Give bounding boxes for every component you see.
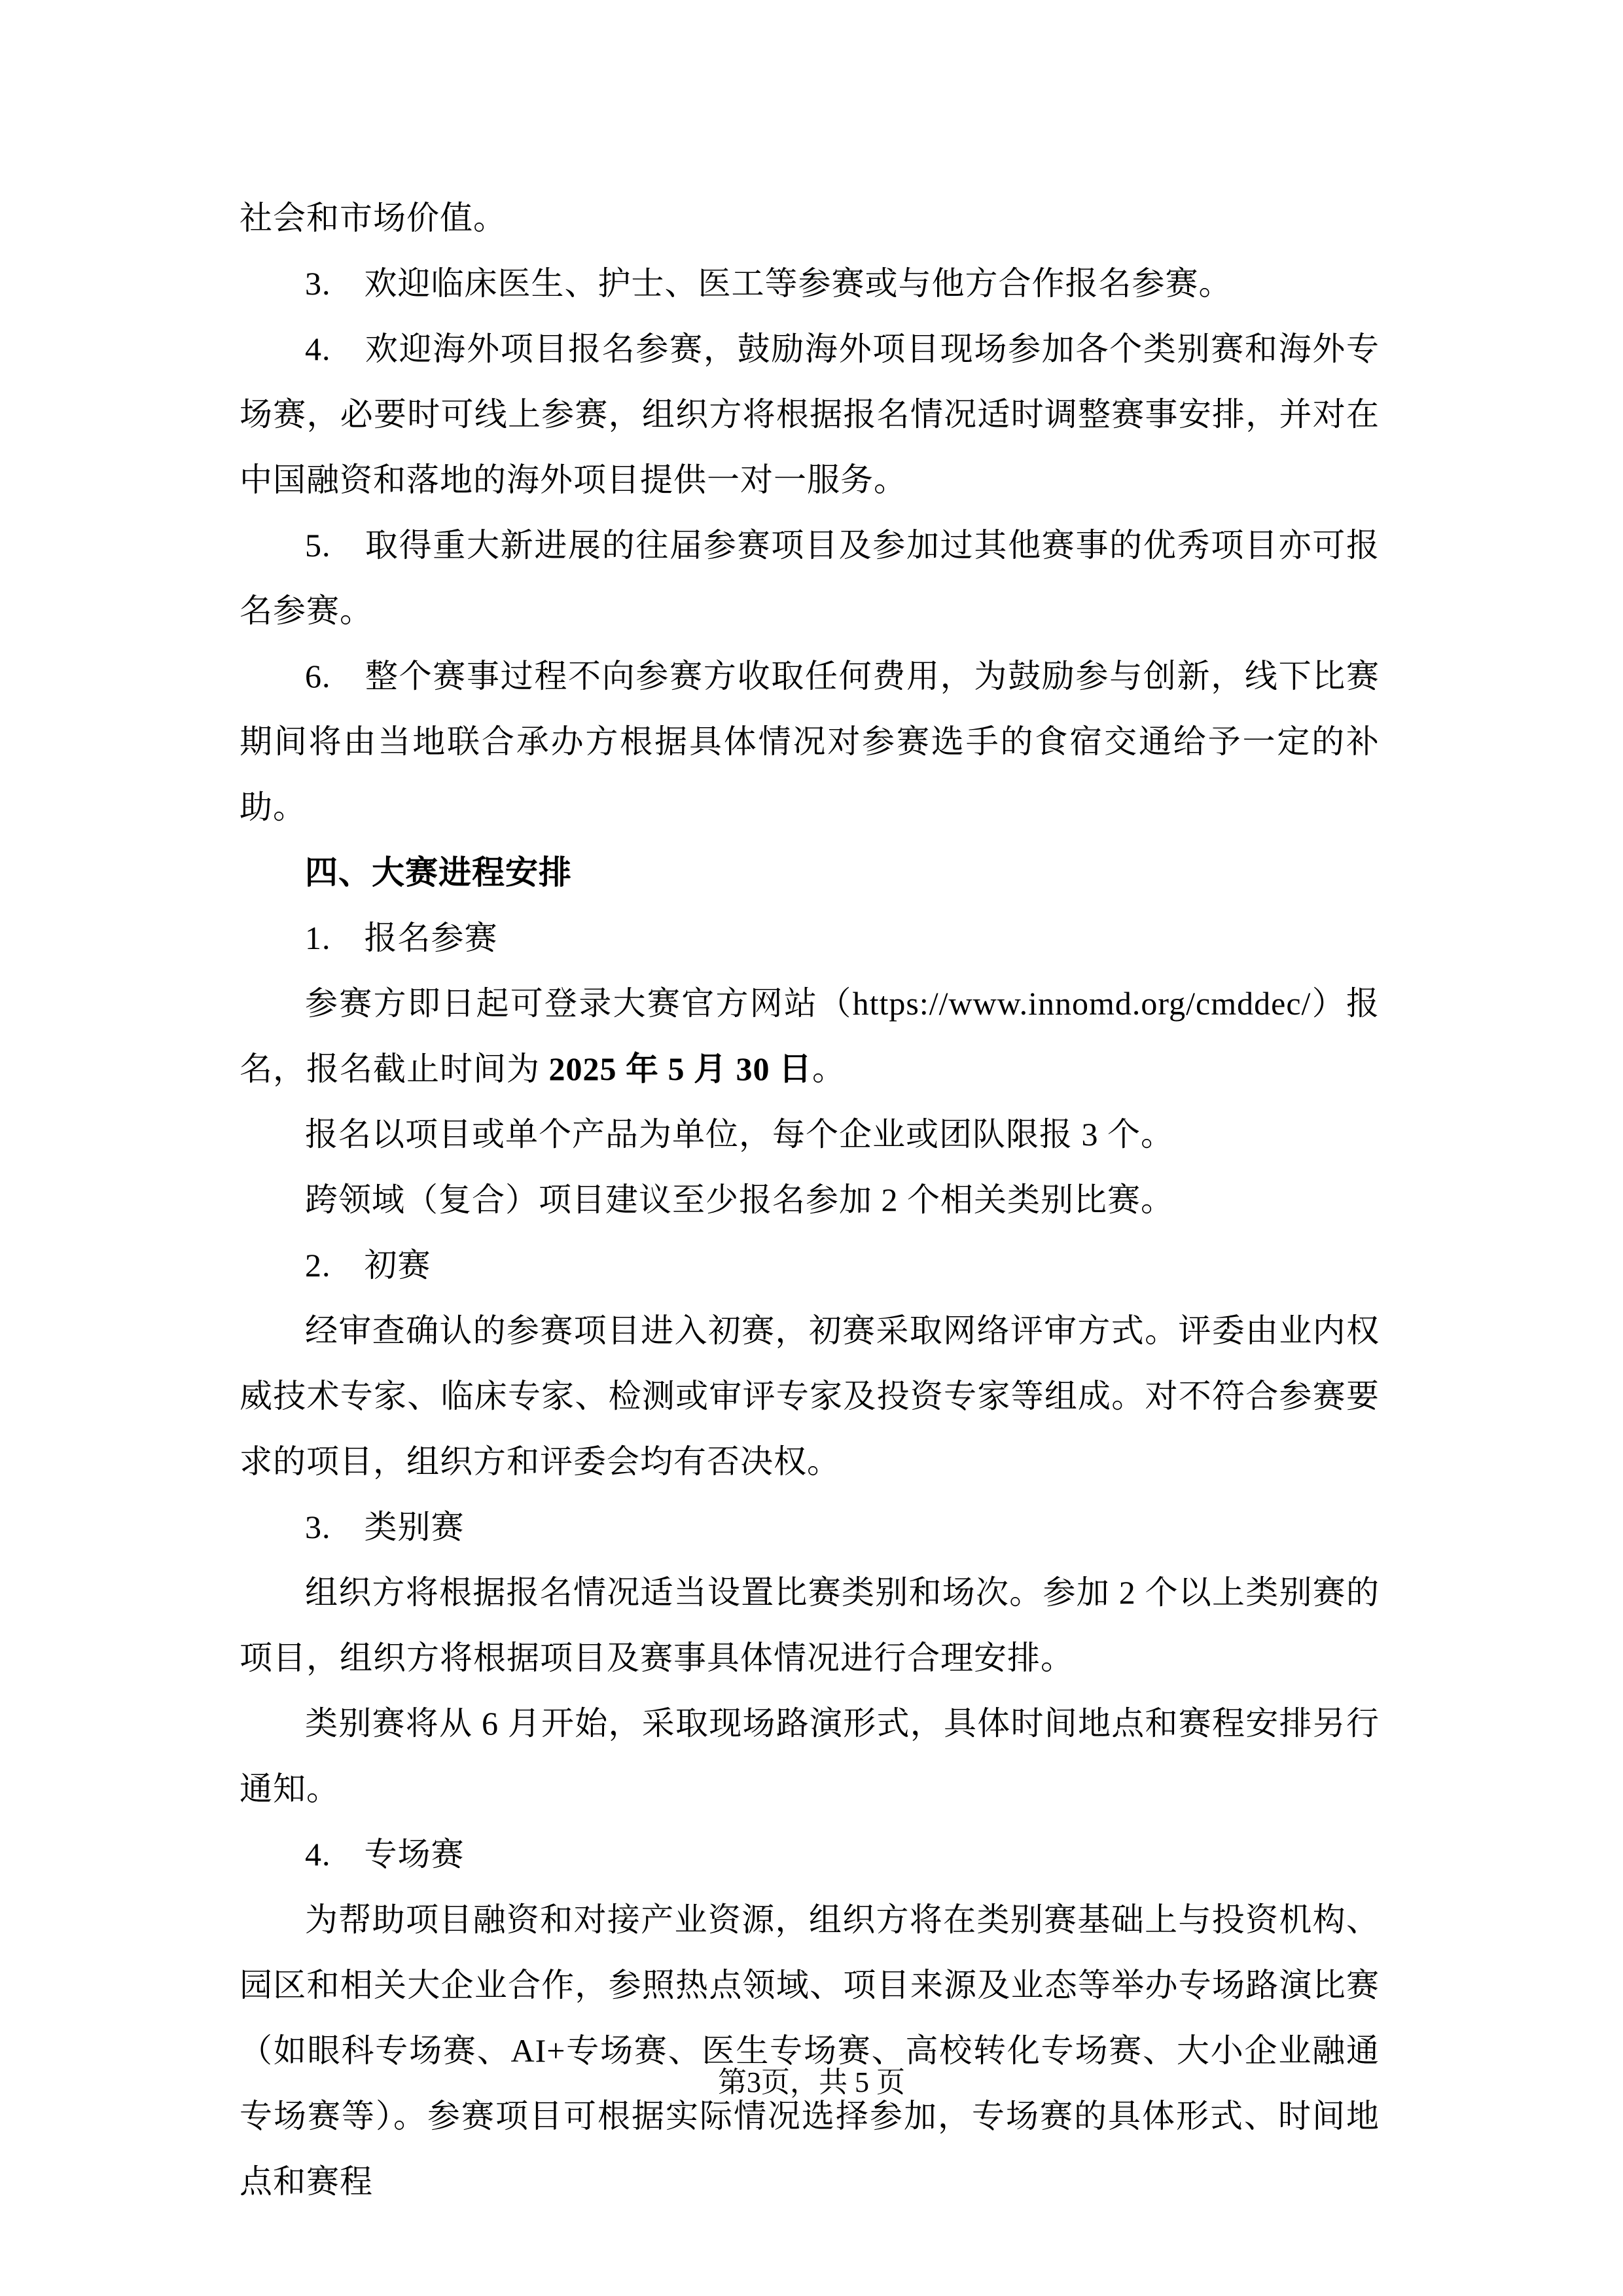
signup-url-paragraph [240,971,1380,1102]
preliminary-detail-paragraph: 经审查确认的参赛项目进入初赛，初赛采取网络评审方式。评委由业内权威技术专家、临床专家、检测或审评专家及投资专家等组成。对不符合参赛要求的项目，组织方和评委会均有否决权。 [240,1312,1380,1480]
category-schedule-paragraph: 类别赛将从 6 月开始，采取现场路演形式，具体时间地点和赛程安排另行通知。 [240,1705,1380,1807]
list-item-6: 6. 整个赛事过程不向参赛方收取任何费用，为鼓励参与创新，线下比赛期间将由当地联合承办方根据具体情况对参赛选手的食宿交通给予一定的补助。 [240,658,1380,825]
list-item-4: 4. 欢迎海外项目报名参赛，鼓励海外项目现场参加各个类别赛和海外专场赛，必要时可线上参赛，组织方将根据报名情况适时调整赛事安排，并对在中国融资和落地的海外项目提供一对一服务。 [240,331,1380,498]
continuation-paragraph: 社会和市场价值。 [240,200,507,236]
signup-unit-paragraph: 报名以项目或单个产品为单位，每个企业或团队限报 3 个。 [305,1116,1174,1153]
subitem-1-signup: 1. 报名参赛 [305,920,498,956]
signup-url-text: 参赛方即日起可登录大赛官方网站（https://www.innomd.org/cmddec/）报名，报名截止时间为 [240,985,1380,1087]
cross-domain-paragraph: 跨领域（复合）项目建议至少报名参加 2 个相关类别比赛。 [305,1181,1174,1218]
special-detail-paragraph: 为帮助项目融资和对接产业资源，组织方将在类别赛基础上与投资机构、园区和相关大企业合作，参照热点领域、项目来源及业态等举办专场路演比赛（如眼科专场赛、AI+专场赛、医生专场赛、高校转化专场赛、大小企业融通专场赛等）。参赛项目可根据实际情况选择参加，专场赛的具体形式、时间地点和赛程 [240,1901,1380,2200]
signup-deadline-period: 。 [812,1050,846,1087]
list-item-5: 5. 取得重大新进展的往届参赛项目及参加过其他赛事的优秀项目亦可报名参赛。 [240,527,1380,629]
subitem-4-special: 4. 专场赛 [305,1836,465,1873]
category-detail-paragraph: 组织方将根据报名情况适当设置比赛类别和场次。参加 2 个以上类别赛的项目，组织方将根据项目及赛事具体情况进行合理安排。 [240,1574,1380,1676]
subitem-3-category: 3. 类别赛 [305,1509,465,1545]
document-body [240,185,1380,2214]
subitem-2-preliminary: 2. 初赛 [305,1247,431,1283]
signup-deadline-date: 2025 年 5 月 30 日 [548,1050,812,1087]
list-item-3: 3. 欢迎临床医生、护士、医工等参赛或与他方合作报名参赛。 [305,265,1232,302]
page-number-footer: 第3页，共 5 页 [718,2066,905,2098]
section-heading-4: 四、大赛进程安排 [305,854,572,891]
